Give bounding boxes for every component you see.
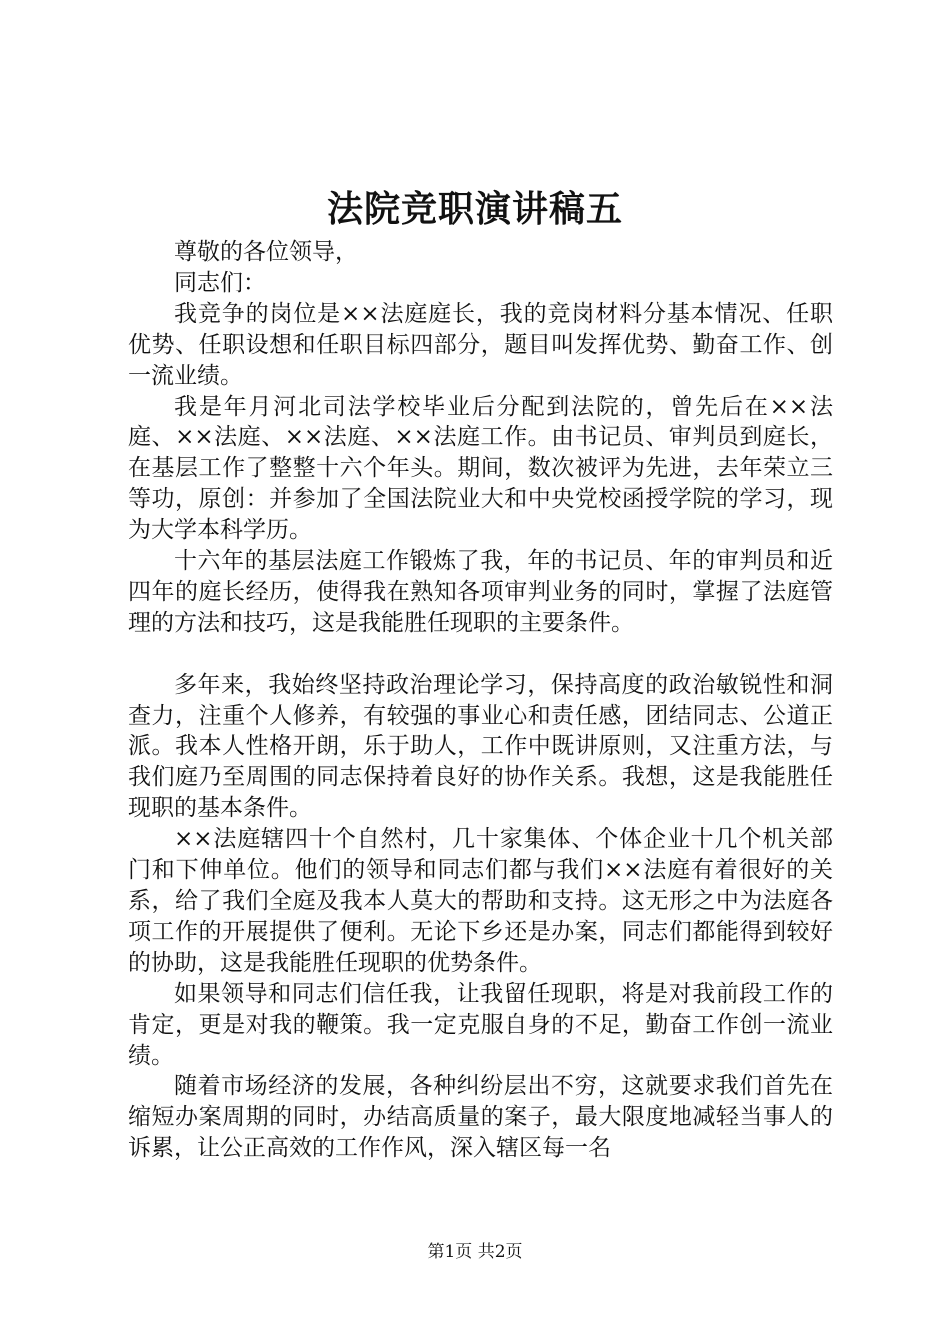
document-body — [128, 237, 833, 1164]
paragraph-character: 多年来，我始终坚持政治理论学习，保持高度的政治敏锐性和洞查力，注重个人修养，有较强的事业心和责任感，团结同志、公道正派。我本人性格开朗，乐于助人，工作中既讲原则，又注重方法，与我们庭乃至周围的同志保持着良好的协作关系。我想，这是我能胜任现职的基本条件。 — [128, 671, 833, 822]
paragraph-experience: 十六年的基层法庭工作锻炼了我，年的书记员、年的审判员和近四年的庭长经历，使得我在熟知各项审判业务的同时，掌握了法庭管理的方法和技巧，这是我能胜任现职的主要条件。 — [128, 548, 833, 636]
salutation-comrades: 同志们： — [174, 269, 266, 296]
paragraph-commitment: 如果领导和同志们信任我，让我留任现职，将是对我前段工作的肯定，更是对我的鞭策。我一定克服自身的不足，勤奋工作创一流业绩。 — [128, 980, 833, 1069]
paragraph-relations: ××法庭辖四十个自然村，几十家集体、个体企业十几个机关部门和下伸单位。他们的领导和同志们都与我们××法庭有着很好的关系，给了我们全庭及我本人莫大的帮助和支持。这无形之中为法庭各项工作的开展提供了便利。无论下乡还是办案，同志们都能得到较好的协助，这是我能胜任现职的优势条件。 — [128, 826, 833, 976]
paragraph-background: 我是年月河北司法学校毕业后分配到法院的，曾先后在××法庭、××法庭、××法庭、××法庭工作。由书记员、审判员到庭长，在基层工作了整整十六个年头。期间，数次被评为先进，去年荣立三等功，原创：并参加了全国法院业大和中央党校函授学院的学习，现为大学本科学历。 — [128, 393, 833, 544]
paragraph-gap — [128, 639, 833, 670]
paragraph-plans: 随着市场经济的发展，各种纠纷层出不穷，这就要求我们首先在缩短办案周期的同时，办结高质量的案子，最大限度地减轻当事人的诉累，让公正高效的工作作风，深入辖区每一名 — [128, 1073, 833, 1162]
paragraph-position: 我竞争的岗位是××法庭庭长，我的竞岗材料分基本情况、任职优势、任职设想和任职目标四部分，题目叫发挥优势、勤奋工作、创一流业绩。 — [128, 300, 833, 389]
document-title: 法院竞职演讲稿五 — [326, 188, 623, 230]
page-number: 第1页 共2页 — [427, 1242, 523, 1262]
salutation-leaders: 尊敬的各位领导， — [174, 239, 358, 265]
